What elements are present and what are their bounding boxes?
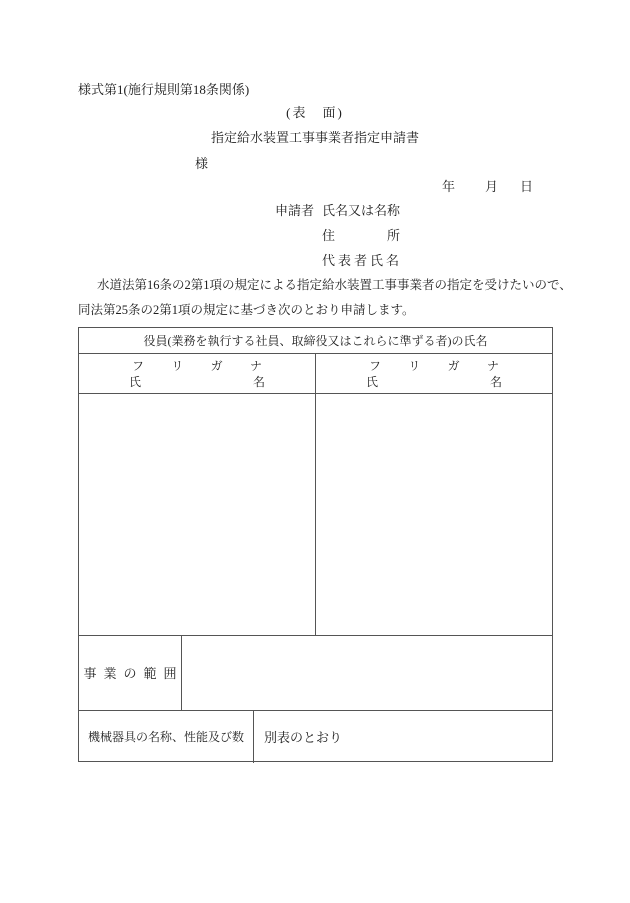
officer-name-fill-area-left xyxy=(79,394,316,635)
applicant-label: 申請者 xyxy=(275,203,315,218)
furigana-char: フ xyxy=(132,359,145,373)
address-last-char: 所 xyxy=(386,228,400,243)
applicant-name-label: 氏名又は名称 xyxy=(322,203,401,218)
machinery-label-cell xyxy=(79,711,254,763)
address-first-char: 住 xyxy=(322,228,336,243)
year-label: 年 xyxy=(442,179,456,194)
business-scope-fill-area xyxy=(182,636,552,710)
furigana-char: ガ xyxy=(210,359,223,373)
machinery-value-cell xyxy=(254,711,552,763)
business-scope-label: 事業の範囲 xyxy=(83,665,184,681)
face-side-label: (表 面) xyxy=(286,105,344,120)
form-id-label: 様式第1(施行規則第18条関係) xyxy=(78,82,250,97)
day-label: 日 xyxy=(520,179,534,194)
name-last-char-label: 名 xyxy=(489,375,502,389)
furigana-char: ナ xyxy=(486,359,499,373)
business-scope-label-cell xyxy=(79,636,182,710)
furigana-char: ガ xyxy=(447,359,460,373)
machinery-label: 機械器具の名称、性能及び数 xyxy=(87,730,244,744)
machinery-value: 別表のとおり xyxy=(264,729,343,745)
name-first-char-label: 氏 xyxy=(129,375,142,389)
body-paragraph-line-2: 同法第25条の2第1項の規定に基づき次のとおり申請します。 xyxy=(78,303,415,317)
addressee-suffix-label: 様 xyxy=(195,156,209,171)
name-header-cell-right xyxy=(316,354,552,393)
applicant-line xyxy=(275,204,400,217)
officers-table xyxy=(78,327,553,762)
furigana-label-right xyxy=(369,360,499,376)
document-title: 指定給水装置工事事業者指定申請書 xyxy=(210,130,419,145)
month-label: 月 xyxy=(485,179,499,194)
date-line xyxy=(442,180,533,193)
name-last-char-label: 名 xyxy=(252,375,265,389)
business-scope-row xyxy=(79,636,552,711)
name-first-char-label: 氏 xyxy=(366,375,379,389)
representative-name-label: 代表者氏名 xyxy=(322,253,403,268)
shimei-label-left xyxy=(129,376,265,392)
applicant-address-label xyxy=(322,229,400,242)
name-header-row xyxy=(79,354,552,394)
furigana-char: フ xyxy=(369,359,382,373)
body-paragraph-line-1: 水道法第16条の2第1項の規定による指定給水装置工事事業者の指定を受けたいので、 xyxy=(97,278,572,292)
furigana-char: ナ xyxy=(249,359,262,373)
furigana-char: リ xyxy=(171,359,184,373)
machinery-row xyxy=(79,711,552,763)
officer-name-fill-area-right xyxy=(316,394,552,635)
shimei-label-right xyxy=(366,376,502,392)
furigana-label-left xyxy=(132,360,262,376)
officer-names-fill-row xyxy=(79,394,552,636)
officers-header-row xyxy=(79,328,552,354)
officers-header-label: 役員(業務を執行する社員、取締役又はこれらに準ずる者)の氏名 xyxy=(143,333,488,348)
name-header-cell-left xyxy=(79,354,316,393)
furigana-char: リ xyxy=(408,359,421,373)
